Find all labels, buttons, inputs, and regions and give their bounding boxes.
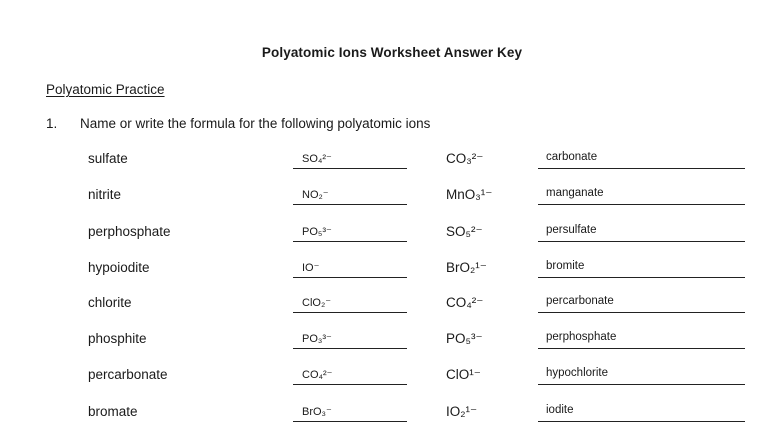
table-row	[0, 362, 784, 392]
table-row	[0, 146, 784, 176]
name-answer-line	[538, 255, 745, 278]
name-answer: bromite	[546, 260, 585, 272]
section-heading: Polyatomic Practice	[46, 82, 165, 97]
name-answer-line	[538, 399, 745, 422]
name-answer-line	[538, 362, 745, 385]
formula-answer: NO₂⁻	[302, 189, 329, 201]
ion-name: hypoiodite	[88, 260, 150, 275]
formula-answer: PO₃³⁻	[302, 333, 332, 345]
name-answer-line	[538, 219, 745, 242]
question-number: 1.	[46, 116, 58, 131]
name-answer: percarbonate	[546, 295, 614, 307]
ion-name: phosphite	[88, 331, 147, 346]
table-row	[0, 326, 784, 356]
ion-formula: CO₃²⁻	[446, 151, 484, 166]
formula-answer: ClO₂⁻	[302, 297, 332, 309]
name-answer: persulfate	[546, 224, 597, 236]
ion-name: bromate	[88, 404, 138, 419]
ion-formula: ClO¹⁻	[446, 367, 481, 382]
ion-formula: CO₄²⁻	[446, 295, 484, 310]
formula-answer-line	[293, 326, 407, 349]
formula-answer-line	[293, 219, 407, 242]
formula-answer-line	[293, 146, 407, 169]
table-row	[0, 290, 784, 320]
ion-formula: SO₅²⁻	[446, 224, 483, 239]
formula-answer: SO₄²⁻	[302, 153, 332, 165]
name-answer: iodite	[546, 404, 574, 416]
ion-name: nitrite	[88, 187, 122, 202]
name-answer: hypochlorite	[546, 367, 609, 379]
table-row	[0, 219, 784, 249]
formula-answer-line	[293, 290, 407, 313]
table-row	[0, 255, 784, 285]
formula-answer: PO₅³⁻	[302, 226, 332, 238]
name-answer: carbonate	[546, 151, 598, 163]
name-answer: manganate	[546, 187, 604, 199]
name-answer-line	[538, 182, 745, 205]
formula-answer-line	[293, 255, 407, 278]
name-answer-line	[538, 326, 745, 349]
formula-answer: CO₄²⁻	[302, 369, 333, 381]
ion-formula: BrO₂¹⁻	[446, 260, 487, 275]
ion-name: sulfate	[88, 151, 128, 166]
formula-answer: BrO₃⁻	[302, 406, 332, 418]
formula-answer-line	[293, 182, 407, 205]
name-answer: perphosphate	[546, 331, 617, 343]
ion-formula: IO₂¹⁻	[446, 404, 478, 419]
formula-answer: IO⁻	[302, 262, 320, 274]
ion-name: percarbonate	[88, 367, 168, 382]
formula-answer-line	[293, 362, 407, 385]
ion-name: chlorite	[88, 295, 132, 310]
formula-answer-line	[293, 399, 407, 422]
ion-formula: MnO₃¹⁻	[446, 187, 493, 202]
name-answer-line	[538, 146, 745, 169]
table-row	[0, 182, 784, 212]
table-row	[0, 399, 784, 429]
ion-formula: PO₅³⁻	[446, 331, 483, 346]
ion-name: perphosphate	[88, 224, 171, 239]
question-text: Name or write the formula for the following polyatomic ions	[80, 116, 431, 131]
worksheet-title: Polyatomic Ions Worksheet Answer Key	[261, 45, 523, 60]
name-answer-line	[538, 290, 745, 313]
